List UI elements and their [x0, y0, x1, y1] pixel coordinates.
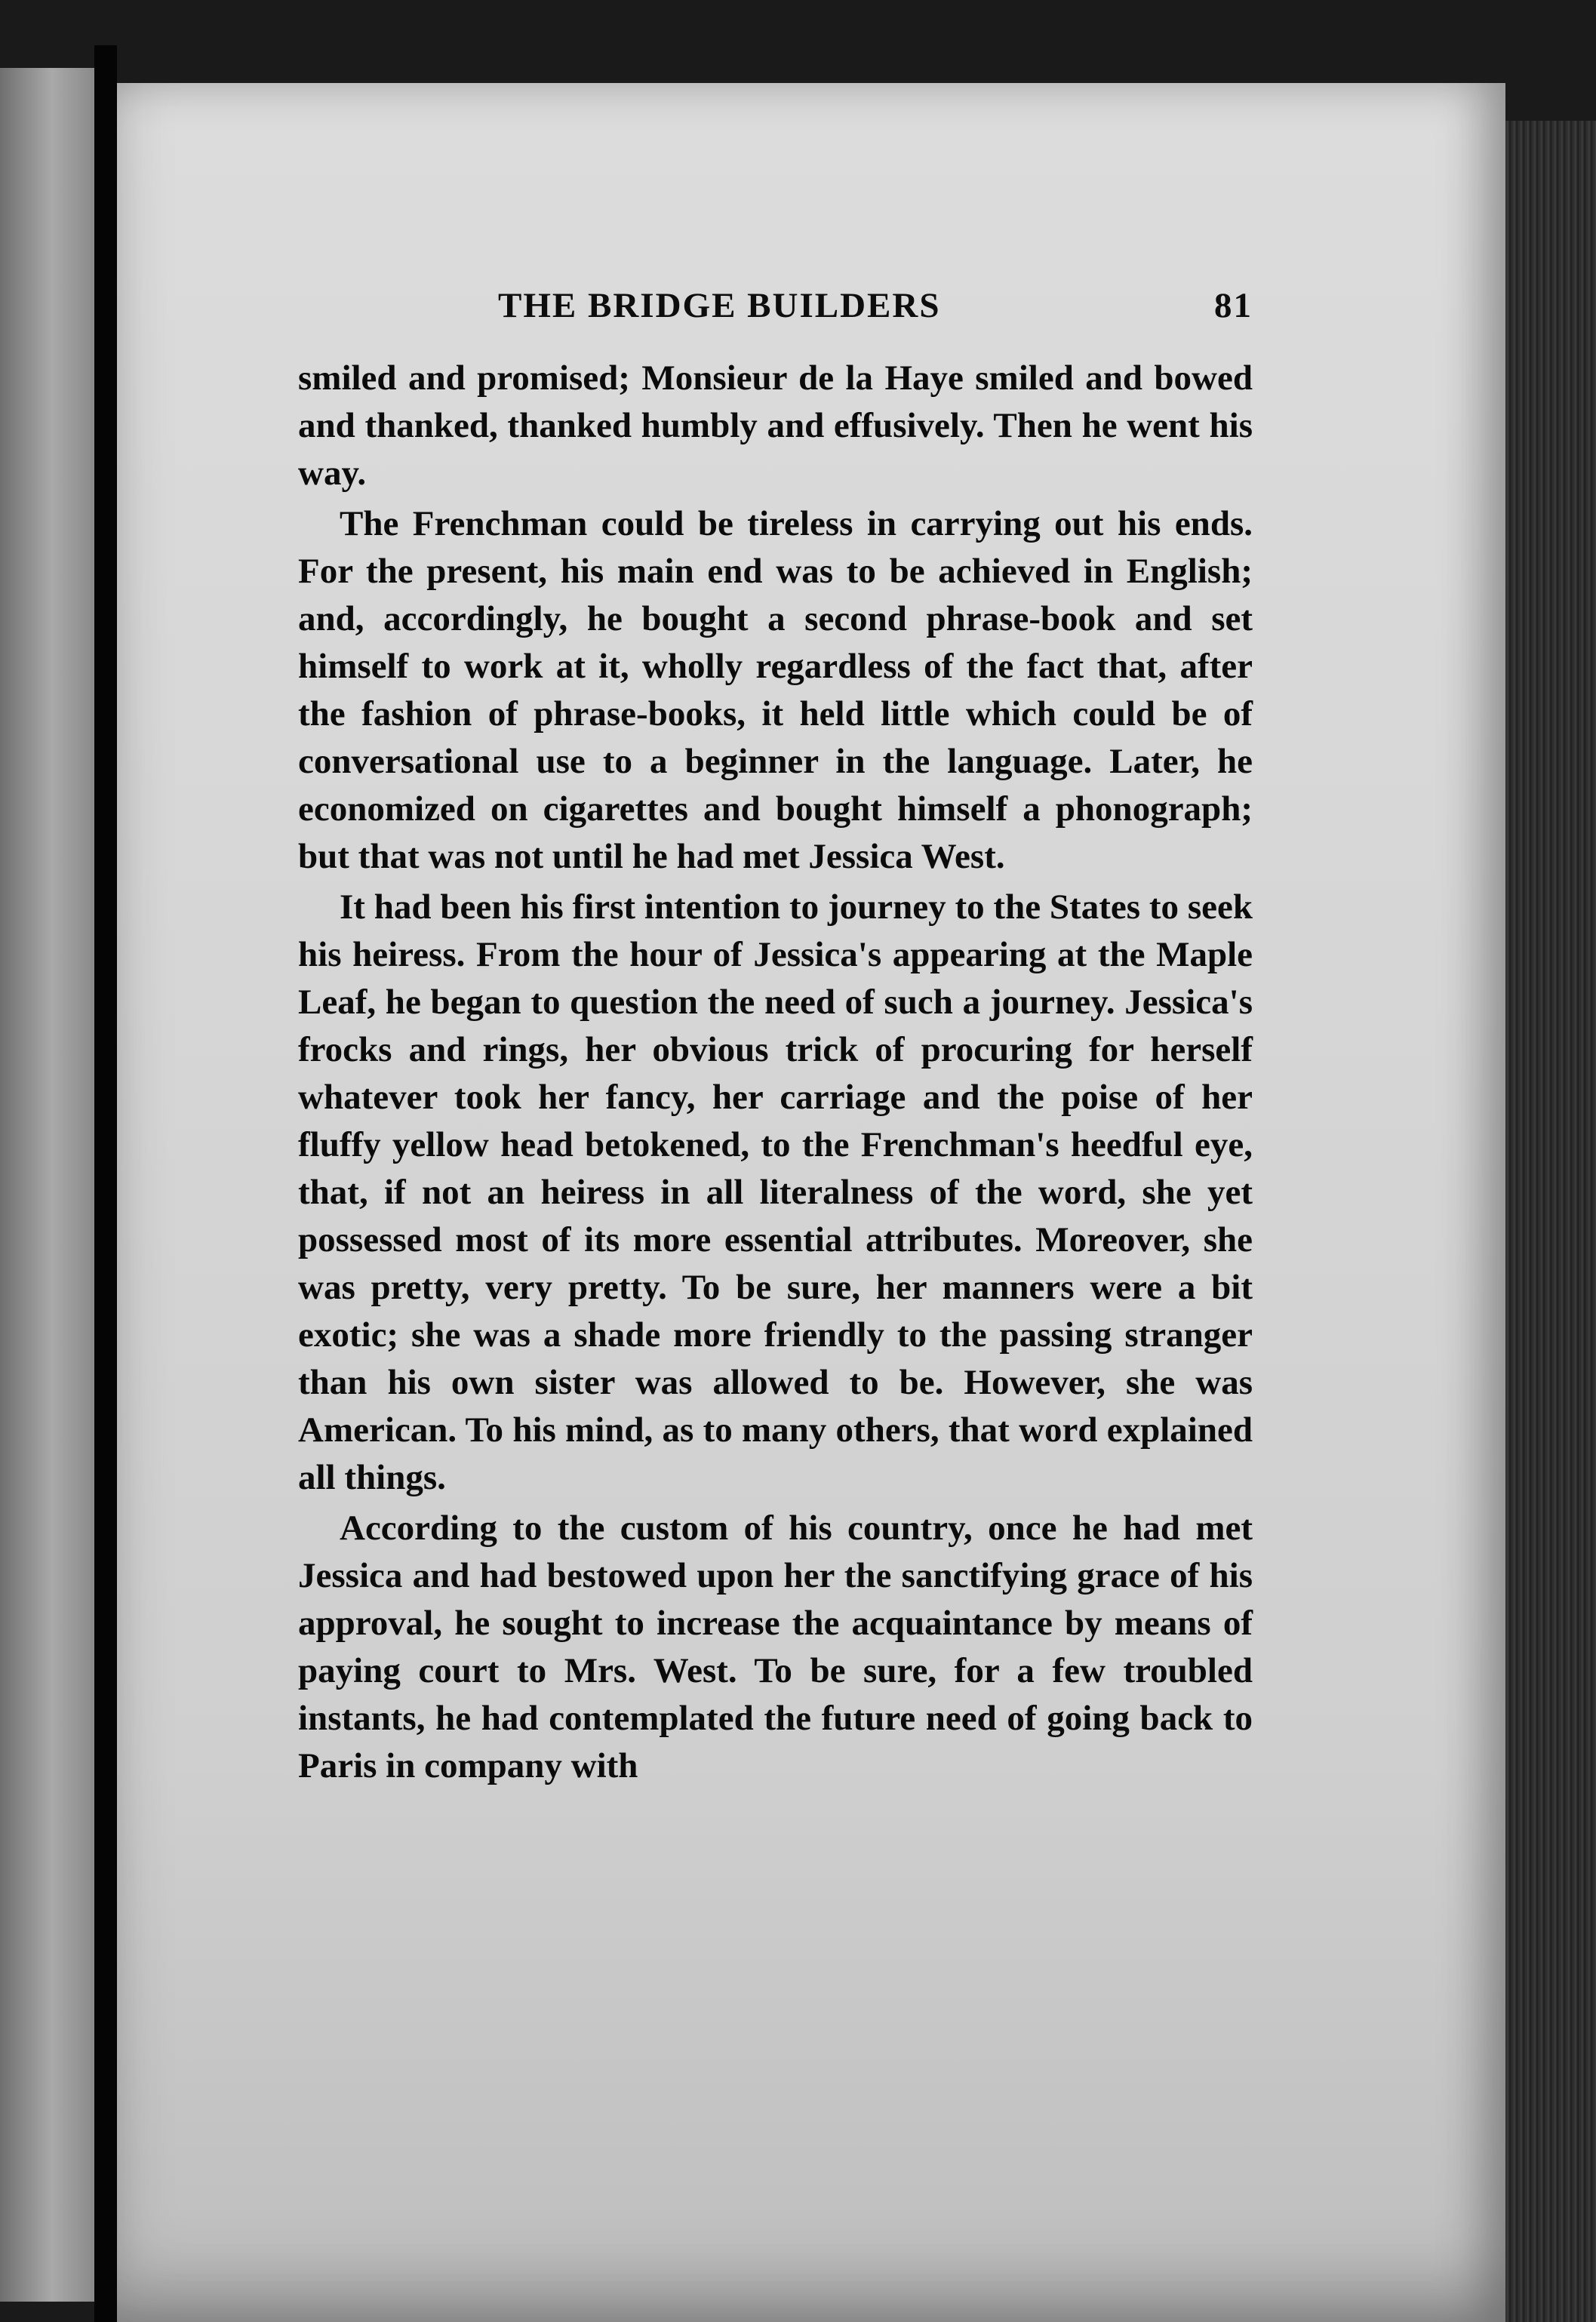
- body-text: [298, 355, 1253, 1793]
- book-gutter: [94, 45, 117, 2322]
- running-head: [298, 285, 1253, 326]
- paragraph: The Frenchman could be tireless in carrying out his ends. For the present, his main end was to be achieved in English; and, accordingly, he bought a second phrase-book and set himself to work at it, wholly regardless of the fact that, after the fashion of phrase-books, it held little which could be of conversational use to a beginner in the language. Later, he economized on cigarettes and bought himself a phonograph; but that was not until he had met Jessica West.: [298, 504, 1253, 876]
- paragraph: It had been his first intention to journey to the States to seek his heiress. From the hour of Jessica's appearing at the Maple Leaf, he began to question the need of such a journey. Jessica's frocks and rings, her obvious trick of procuring for herself whatever took her fancy, her carriage and the poise of her fluffy yellow head betokened, to the Frenchman's heedful eye, that, if not an heiress in all literalness of the word, she yet possessed most of its more essential attributes. Moreover, she was pretty, very pretty. To be sure, her manners were a bit exotic; she was a shade more friendly to the passing stranger than his own sister was allowed to be. However, she was American. To his mind, as to many others, that word explained all things.: [298, 887, 1253, 1497]
- page-edges: [1505, 121, 1596, 2322]
- paragraph: According to the custom of his country, once he had met Jessica and had bestowed upon her the sanctifying grace of his approval, he sought to increase the acquaintance by means of paying court to Mrs. West. To be sure, for a few troubled instants, he had contemplated the future need of going back to Paris in company with: [298, 1509, 1253, 1785]
- running-head-title: THE BRIDGE BUILDERS: [498, 286, 941, 325]
- page-number: 81: [1214, 286, 1253, 325]
- previous-page-edge: [0, 68, 94, 2302]
- paragraph-continued: smiled and promised; Monsieur de la Haye smiled and bowed and thanked, thanked humbly and effusively. Then he went his way.: [298, 358, 1253, 493]
